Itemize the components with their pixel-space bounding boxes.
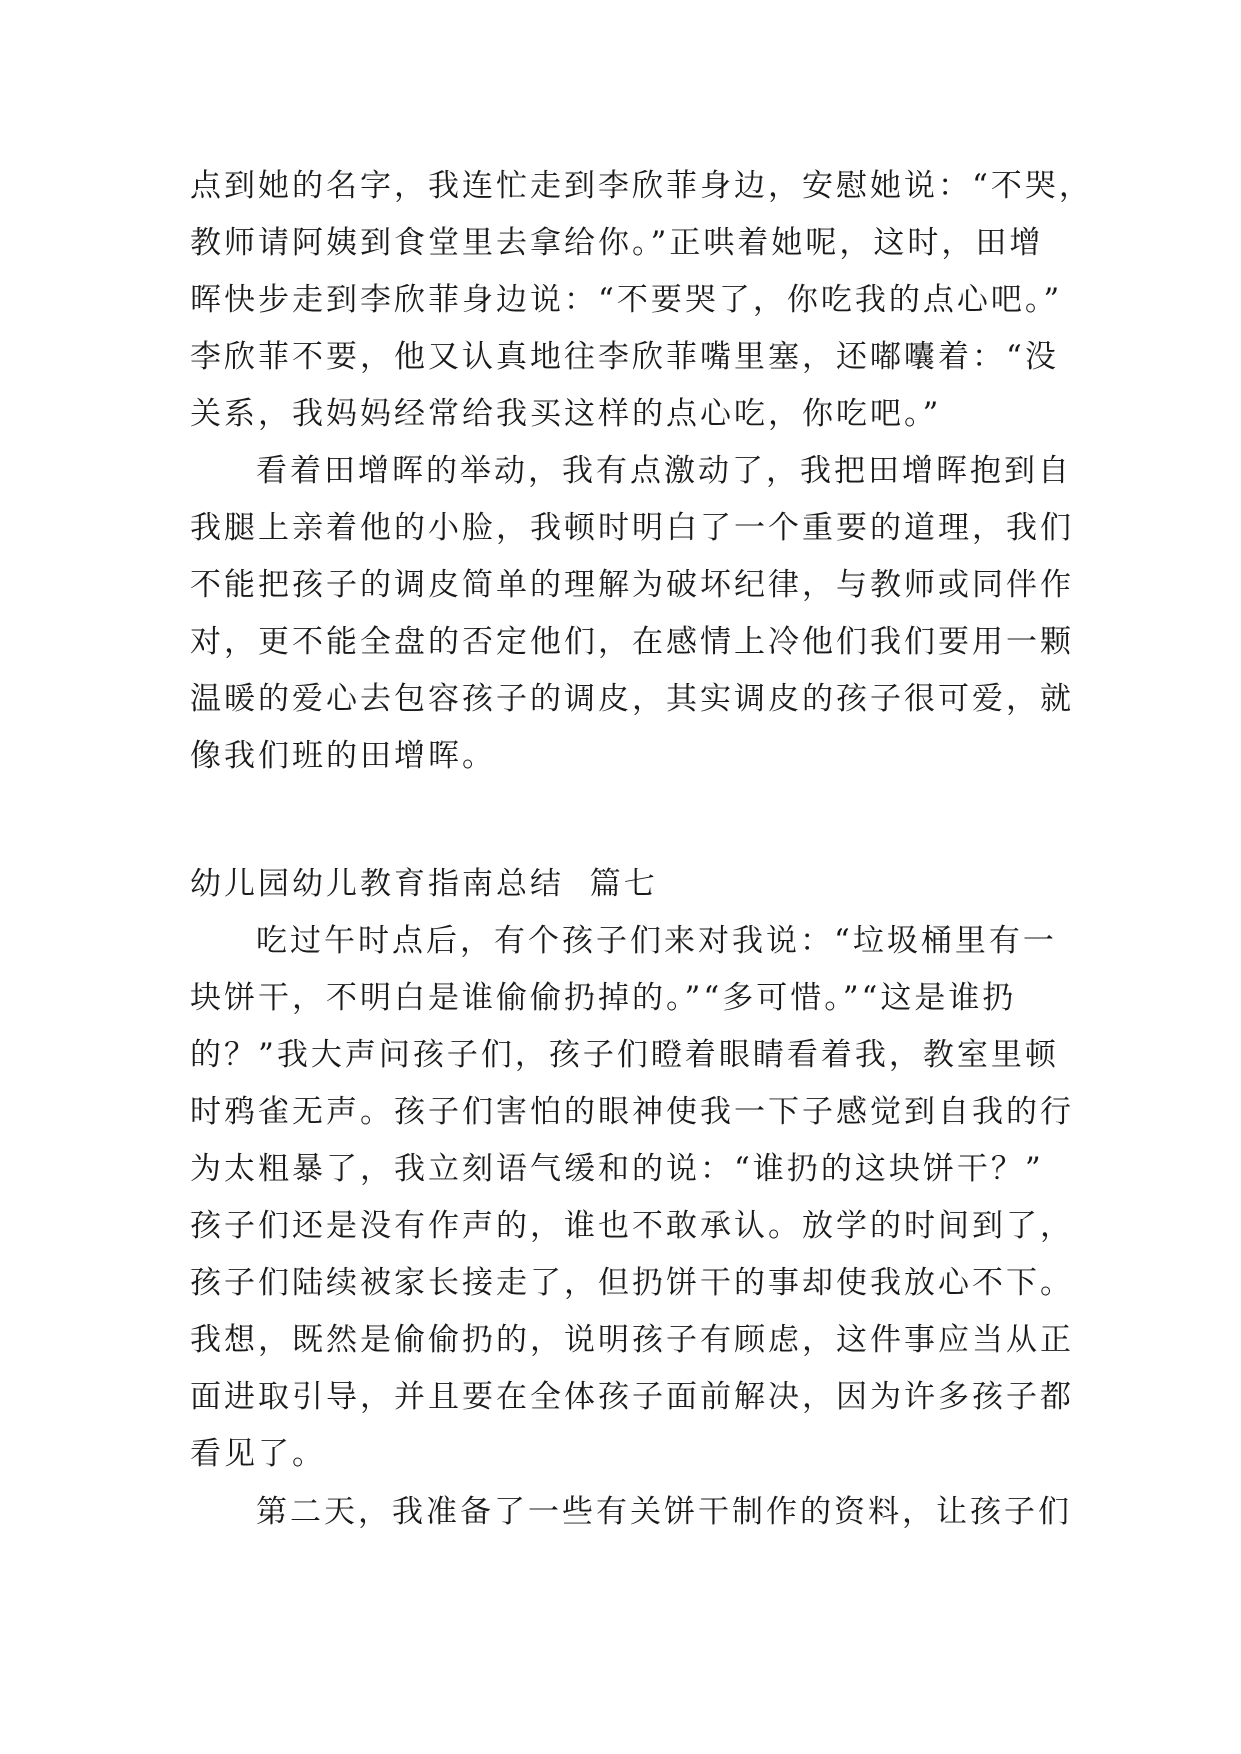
text-line: 块饼干，不明白是谁偷偷扔掉的。”“多可惜。”“这是谁扔	[190, 980, 1017, 1016]
text-line: 教师请阿姨到食堂里去拿给你。”正哄着她呢，这时，田增	[190, 225, 1044, 261]
text-line: 像我们班的田增晖。	[190, 738, 496, 774]
text-line: 我腿上亲着他的小脸，我顿时明白了一个重要的道理，我们	[190, 510, 1074, 546]
text-line: 看着田增晖的举动，我有点激动了，我把田增晖抱到自	[256, 453, 1072, 489]
text-line: 面进取引导，并且要在全体孩子面前解决，因为许多孩子都	[190, 1379, 1074, 1415]
text-line: 我想，既然是偷偷扔的，说明孩子有顾虑，这件事应当从正	[190, 1322, 1074, 1358]
paragraph-4	[190, 1484, 1072, 1541]
text-line: 为太粗暴了，我立刻语气缓和的说：“谁扔的这块饼干？”	[190, 1151, 1044, 1187]
text-line: 点到她的名字，我连忙走到李欣菲身边，安慰她说：“不哭，	[190, 168, 1093, 204]
text-line: 晖快步走到李欣菲身边说：“不要哭了，你吃我的点心吧。”	[190, 282, 1063, 318]
text-line: 李欣菲不要，他又认真地往李欣菲嘴里塞，还嘟囔着：“没	[190, 339, 1059, 375]
text-line: 看见了。	[190, 1436, 326, 1472]
text-line: 孩子们陆续被家长接走了，但扔饼干的事却使我放心不下。	[190, 1265, 1074, 1301]
section-heading	[190, 856, 1050, 913]
text-line: 时鸦雀无声。孩子们害怕的眼神使我一下子感觉到自我的行	[190, 1094, 1074, 1130]
paragraph-3	[190, 913, 1074, 1483]
paragraph-2	[190, 443, 1074, 785]
text-line: 不能把孩子的调皮简单的理解为破坏纪律，与教师或同伴作	[190, 567, 1074, 603]
text-line: 对，更不能全盘的否定他们，在感情上冷他们我们要用一颗	[190, 624, 1074, 660]
section-heading-text: 幼儿园幼儿教育指南总结 篇七	[190, 866, 658, 902]
text-line: 孩子们还是没有作声的，谁也不敢承认。放学的时间到了，	[190, 1208, 1074, 1244]
text-line: 温暖的爱心去包容孩子的调皮，其实调皮的孩子很可爱，就	[190, 681, 1074, 717]
text-line: 第二天，我准备了一些有关饼干制作的资料，让孩子们	[256, 1494, 1072, 1530]
text-line: 的？”我大声问孩子们，孩子们瞪着眼睛看着我，教室里顿	[190, 1037, 1059, 1073]
text-line: 吃过午时点后，有个孩子们来对我说：“垃圾桶里有一	[256, 923, 1057, 959]
paragraph-1	[190, 158, 1093, 443]
text-line: 关系，我妈妈经常给我买这样的点心吃，你吃吧。”	[190, 396, 942, 432]
